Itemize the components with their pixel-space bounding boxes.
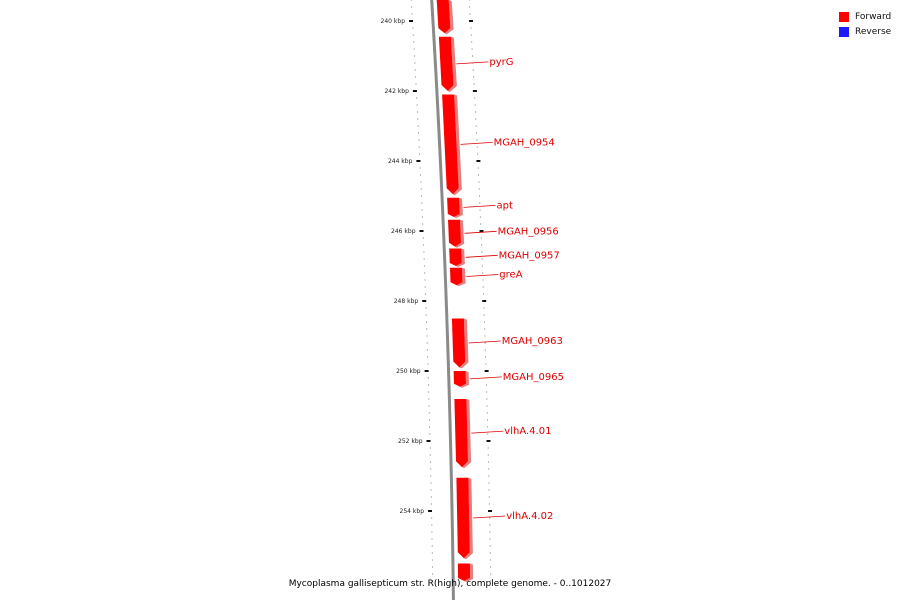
sequence-title: Mycoplasma gallisepticum str. R(high), complete genome. - 0..1012027 bbox=[288, 579, 612, 589]
minor-tick bbox=[412, 28, 413, 29]
gene-label: vlhA.4.02 bbox=[506, 511, 554, 522]
minor-tick bbox=[488, 476, 489, 477]
minor-tick bbox=[478, 175, 479, 176]
minor-tick bbox=[420, 175, 421, 176]
minor-tick bbox=[475, 119, 476, 120]
minor-tick bbox=[427, 357, 428, 358]
minor-tick bbox=[487, 406, 488, 407]
minor-tick bbox=[414, 49, 415, 50]
minor-tick bbox=[419, 154, 420, 155]
minor-tick bbox=[486, 399, 487, 400]
minor-tick bbox=[488, 455, 489, 456]
minor-tick bbox=[483, 294, 484, 295]
minor-tick bbox=[484, 308, 485, 309]
minor-tick bbox=[473, 70, 474, 71]
minor-tick bbox=[489, 504, 490, 505]
minor-tick bbox=[473, 77, 474, 78]
minor-tick bbox=[424, 259, 425, 260]
minor-tick bbox=[431, 525, 432, 526]
minor-tick bbox=[427, 336, 428, 337]
minor-tick bbox=[421, 203, 422, 204]
minor-tick bbox=[430, 476, 431, 477]
minor-tick bbox=[476, 126, 477, 127]
minor-tick bbox=[475, 112, 476, 113]
major-tick-inner bbox=[409, 20, 413, 22]
minor-tick bbox=[479, 189, 480, 190]
tick-label: 248 kbp bbox=[393, 298, 419, 305]
minor-tick bbox=[416, 98, 417, 99]
minor-tick bbox=[417, 119, 418, 120]
gene-label: greA bbox=[499, 269, 523, 281]
minor-tick bbox=[481, 238, 482, 239]
minor-tick bbox=[432, 560, 433, 561]
gene-label: MGAH_0965 bbox=[502, 371, 564, 383]
minor-tick bbox=[484, 329, 485, 330]
minor-tick bbox=[425, 287, 426, 288]
major-tick-inner bbox=[416, 160, 420, 162]
minor-tick bbox=[485, 336, 486, 337]
minor-tick bbox=[429, 406, 430, 407]
minor-tick bbox=[483, 287, 484, 288]
minor-tick bbox=[428, 385, 429, 386]
legend-label-reverse: Reverse bbox=[855, 26, 892, 37]
minor-tick bbox=[489, 483, 490, 484]
minor-tick bbox=[484, 315, 485, 316]
minor-tick bbox=[418, 133, 419, 134]
minor-tick bbox=[426, 322, 427, 323]
minor-tick bbox=[432, 553, 433, 554]
major-tick-inner bbox=[413, 90, 417, 92]
minor-tick bbox=[423, 252, 424, 253]
minor-tick bbox=[479, 196, 480, 197]
gene-label: MGAH_0957 bbox=[498, 250, 560, 262]
minor-tick bbox=[430, 448, 431, 449]
minor-tick bbox=[489, 490, 490, 491]
minor-tick bbox=[431, 483, 432, 484]
minor-tick bbox=[484, 322, 485, 323]
major-tick-outer bbox=[482, 300, 486, 302]
major-tick-outer bbox=[473, 90, 477, 92]
tick-label: 254 kbp bbox=[399, 508, 424, 515]
gene-track bbox=[437, 0, 474, 582]
minor-tick bbox=[426, 315, 427, 316]
minor-tick bbox=[471, 42, 472, 43]
minor-tick bbox=[431, 504, 432, 505]
minor-tick bbox=[414, 63, 415, 64]
minor-tick bbox=[431, 497, 432, 498]
minor-tick bbox=[489, 497, 490, 498]
minor-tick bbox=[487, 420, 488, 421]
gene-label-leader bbox=[471, 431, 503, 433]
minor-tick bbox=[481, 245, 482, 246]
minor-tick bbox=[411, 0, 412, 1]
gene-label-leader bbox=[456, 62, 488, 64]
minor-tick bbox=[432, 546, 433, 547]
minor-tick bbox=[469, 7, 470, 8]
minor-tick bbox=[421, 189, 422, 190]
minor-tick bbox=[416, 84, 417, 85]
minor-tick bbox=[431, 490, 432, 491]
minor-tick bbox=[424, 273, 425, 274]
minor-tick bbox=[469, 0, 470, 1]
minor-tick bbox=[490, 567, 491, 568]
minor-tick bbox=[487, 427, 488, 428]
minor-tick bbox=[485, 350, 486, 351]
gene-label-leader bbox=[464, 205, 496, 207]
minor-tick bbox=[485, 357, 486, 358]
tick-label: 250 kbp bbox=[396, 368, 421, 375]
major-tick-outer bbox=[488, 510, 492, 512]
minor-tick bbox=[432, 567, 433, 568]
minor-tick bbox=[430, 469, 431, 470]
major-tick-outer bbox=[476, 160, 480, 162]
gene-label: MGAH_0963 bbox=[501, 336, 563, 347]
major-tick-inner bbox=[427, 440, 431, 442]
gene-labels bbox=[456, 57, 564, 522]
tick-label: 252 kbp bbox=[398, 438, 423, 445]
minor-tick bbox=[427, 343, 428, 344]
gene-label-leader bbox=[461, 142, 493, 144]
minor-tick bbox=[479, 203, 480, 204]
minor-tick bbox=[421, 196, 422, 197]
gene-arrow bbox=[456, 478, 469, 558]
legend-item-forward bbox=[839, 9, 891, 24]
minor-tick bbox=[428, 399, 429, 400]
minor-tick bbox=[486, 385, 487, 386]
gene-label: MGAH_0954 bbox=[493, 137, 555, 149]
minor-tick bbox=[431, 532, 432, 533]
minor-tick bbox=[488, 462, 489, 463]
minor-tick bbox=[418, 126, 419, 127]
minor-tick bbox=[423, 245, 424, 246]
minor-tick bbox=[472, 49, 473, 50]
minor-tick bbox=[482, 259, 483, 260]
minor-tick bbox=[412, 14, 413, 15]
minor-tick bbox=[477, 147, 478, 148]
minor-tick bbox=[413, 42, 414, 43]
minor-tick bbox=[425, 294, 426, 295]
minor-tick bbox=[478, 168, 479, 169]
minor-tick bbox=[490, 574, 491, 575]
minor-tick bbox=[487, 434, 488, 435]
major-tick-inner bbox=[422, 300, 426, 302]
minor-tick bbox=[427, 350, 428, 351]
minor-tick bbox=[418, 140, 419, 141]
minor-tick bbox=[420, 168, 421, 169]
gene-arrow bbox=[448, 220, 461, 247]
minor-tick bbox=[429, 427, 430, 428]
minor-tick bbox=[489, 525, 490, 526]
gene-label-leader bbox=[470, 377, 502, 379]
gene-label-leader bbox=[466, 255, 498, 257]
minor-tick bbox=[417, 105, 418, 106]
minor-tick bbox=[417, 112, 418, 113]
gene-arrow bbox=[449, 249, 462, 267]
gene-label: pyrG bbox=[489, 56, 514, 68]
minor-tick bbox=[425, 280, 426, 281]
minor-tick bbox=[476, 140, 477, 141]
minor-tick bbox=[414, 56, 415, 57]
minor-tick bbox=[490, 553, 491, 554]
gene-label: MGAH_0956 bbox=[497, 226, 559, 238]
legend bbox=[839, 9, 891, 39]
gene-arrow bbox=[454, 399, 468, 467]
major-tick-inner bbox=[428, 510, 432, 512]
tick-label: 242 kbp bbox=[384, 88, 409, 95]
minor-tick bbox=[420, 182, 421, 183]
minor-tick bbox=[480, 224, 481, 225]
minor-tick bbox=[415, 77, 416, 78]
tick-label: 240 kbp bbox=[380, 18, 405, 25]
gene-label-leader bbox=[466, 275, 498, 277]
gene-arrow bbox=[437, 0, 451, 33]
minor-tick bbox=[430, 462, 431, 463]
minor-tick bbox=[489, 518, 490, 519]
minor-tick bbox=[478, 182, 479, 183]
minor-tick bbox=[474, 84, 475, 85]
gene-arrow bbox=[447, 198, 460, 217]
gene-label: apt bbox=[496, 200, 513, 212]
minor-tick bbox=[482, 273, 483, 274]
minor-tick bbox=[422, 210, 423, 211]
minor-tick bbox=[424, 266, 425, 267]
minor-tick bbox=[432, 539, 433, 540]
minor-tick bbox=[430, 455, 431, 456]
minor-tick bbox=[428, 378, 429, 379]
minor-tick bbox=[474, 98, 475, 99]
tick-label: 244 kbp bbox=[387, 158, 413, 165]
minor-tick bbox=[419, 147, 420, 148]
legend-swatch-forward bbox=[839, 12, 849, 22]
minor-tick bbox=[429, 420, 430, 421]
minor-tick bbox=[488, 469, 489, 470]
minor-tick bbox=[481, 252, 482, 253]
tick-label: 246 kbp bbox=[391, 228, 416, 235]
major-tick-inner bbox=[420, 230, 424, 232]
gene-arrow bbox=[452, 319, 465, 368]
major-tick-outer bbox=[469, 20, 473, 22]
minor-tick bbox=[432, 574, 433, 575]
minor-tick bbox=[490, 546, 491, 547]
minor-tick bbox=[480, 217, 481, 218]
gene-arrow bbox=[454, 371, 466, 387]
gene-arrow bbox=[450, 268, 463, 286]
minor-tick bbox=[490, 560, 491, 561]
gene-arrow bbox=[439, 37, 454, 91]
minor-tick bbox=[470, 14, 471, 15]
minor-tick bbox=[482, 266, 483, 267]
minor-tick bbox=[472, 56, 473, 57]
minor-tick bbox=[471, 35, 472, 36]
minor-tick bbox=[422, 217, 423, 218]
minor-tick bbox=[483, 280, 484, 281]
minor-tick bbox=[413, 35, 414, 36]
minor-tick bbox=[429, 413, 430, 414]
minor-tick bbox=[426, 329, 427, 330]
legend-item-reverse bbox=[839, 24, 891, 39]
minor-tick bbox=[470, 28, 471, 29]
minor-tick bbox=[480, 210, 481, 211]
minor-tick bbox=[489, 532, 490, 533]
minor-tick bbox=[476, 133, 477, 134]
minor-tick bbox=[427, 364, 428, 365]
major-tick-outer bbox=[480, 230, 484, 232]
minor-tick bbox=[428, 392, 429, 393]
minor-tick bbox=[477, 154, 478, 155]
minor-tick bbox=[415, 70, 416, 71]
minor-tick bbox=[488, 448, 489, 449]
minor-tick bbox=[486, 392, 487, 393]
major-tick-outer bbox=[485, 370, 489, 372]
major-tick-outer bbox=[487, 440, 491, 442]
minor-tick bbox=[411, 7, 412, 8]
minor-tick bbox=[490, 539, 491, 540]
gene-label: vlhA.4.01 bbox=[504, 426, 552, 438]
minor-tick bbox=[475, 105, 476, 106]
major-tick-inner bbox=[425, 370, 429, 372]
minor-tick bbox=[426, 308, 427, 309]
minor-tick bbox=[485, 343, 486, 344]
minor-tick bbox=[429, 434, 430, 435]
minor-tick bbox=[487, 413, 488, 414]
legend-label-forward: Forward bbox=[855, 11, 892, 22]
legend-swatch-reverse bbox=[839, 27, 849, 37]
minor-tick bbox=[423, 238, 424, 239]
minor-tick bbox=[485, 364, 486, 365]
minor-tick bbox=[431, 518, 432, 519]
minor-tick bbox=[422, 224, 423, 225]
